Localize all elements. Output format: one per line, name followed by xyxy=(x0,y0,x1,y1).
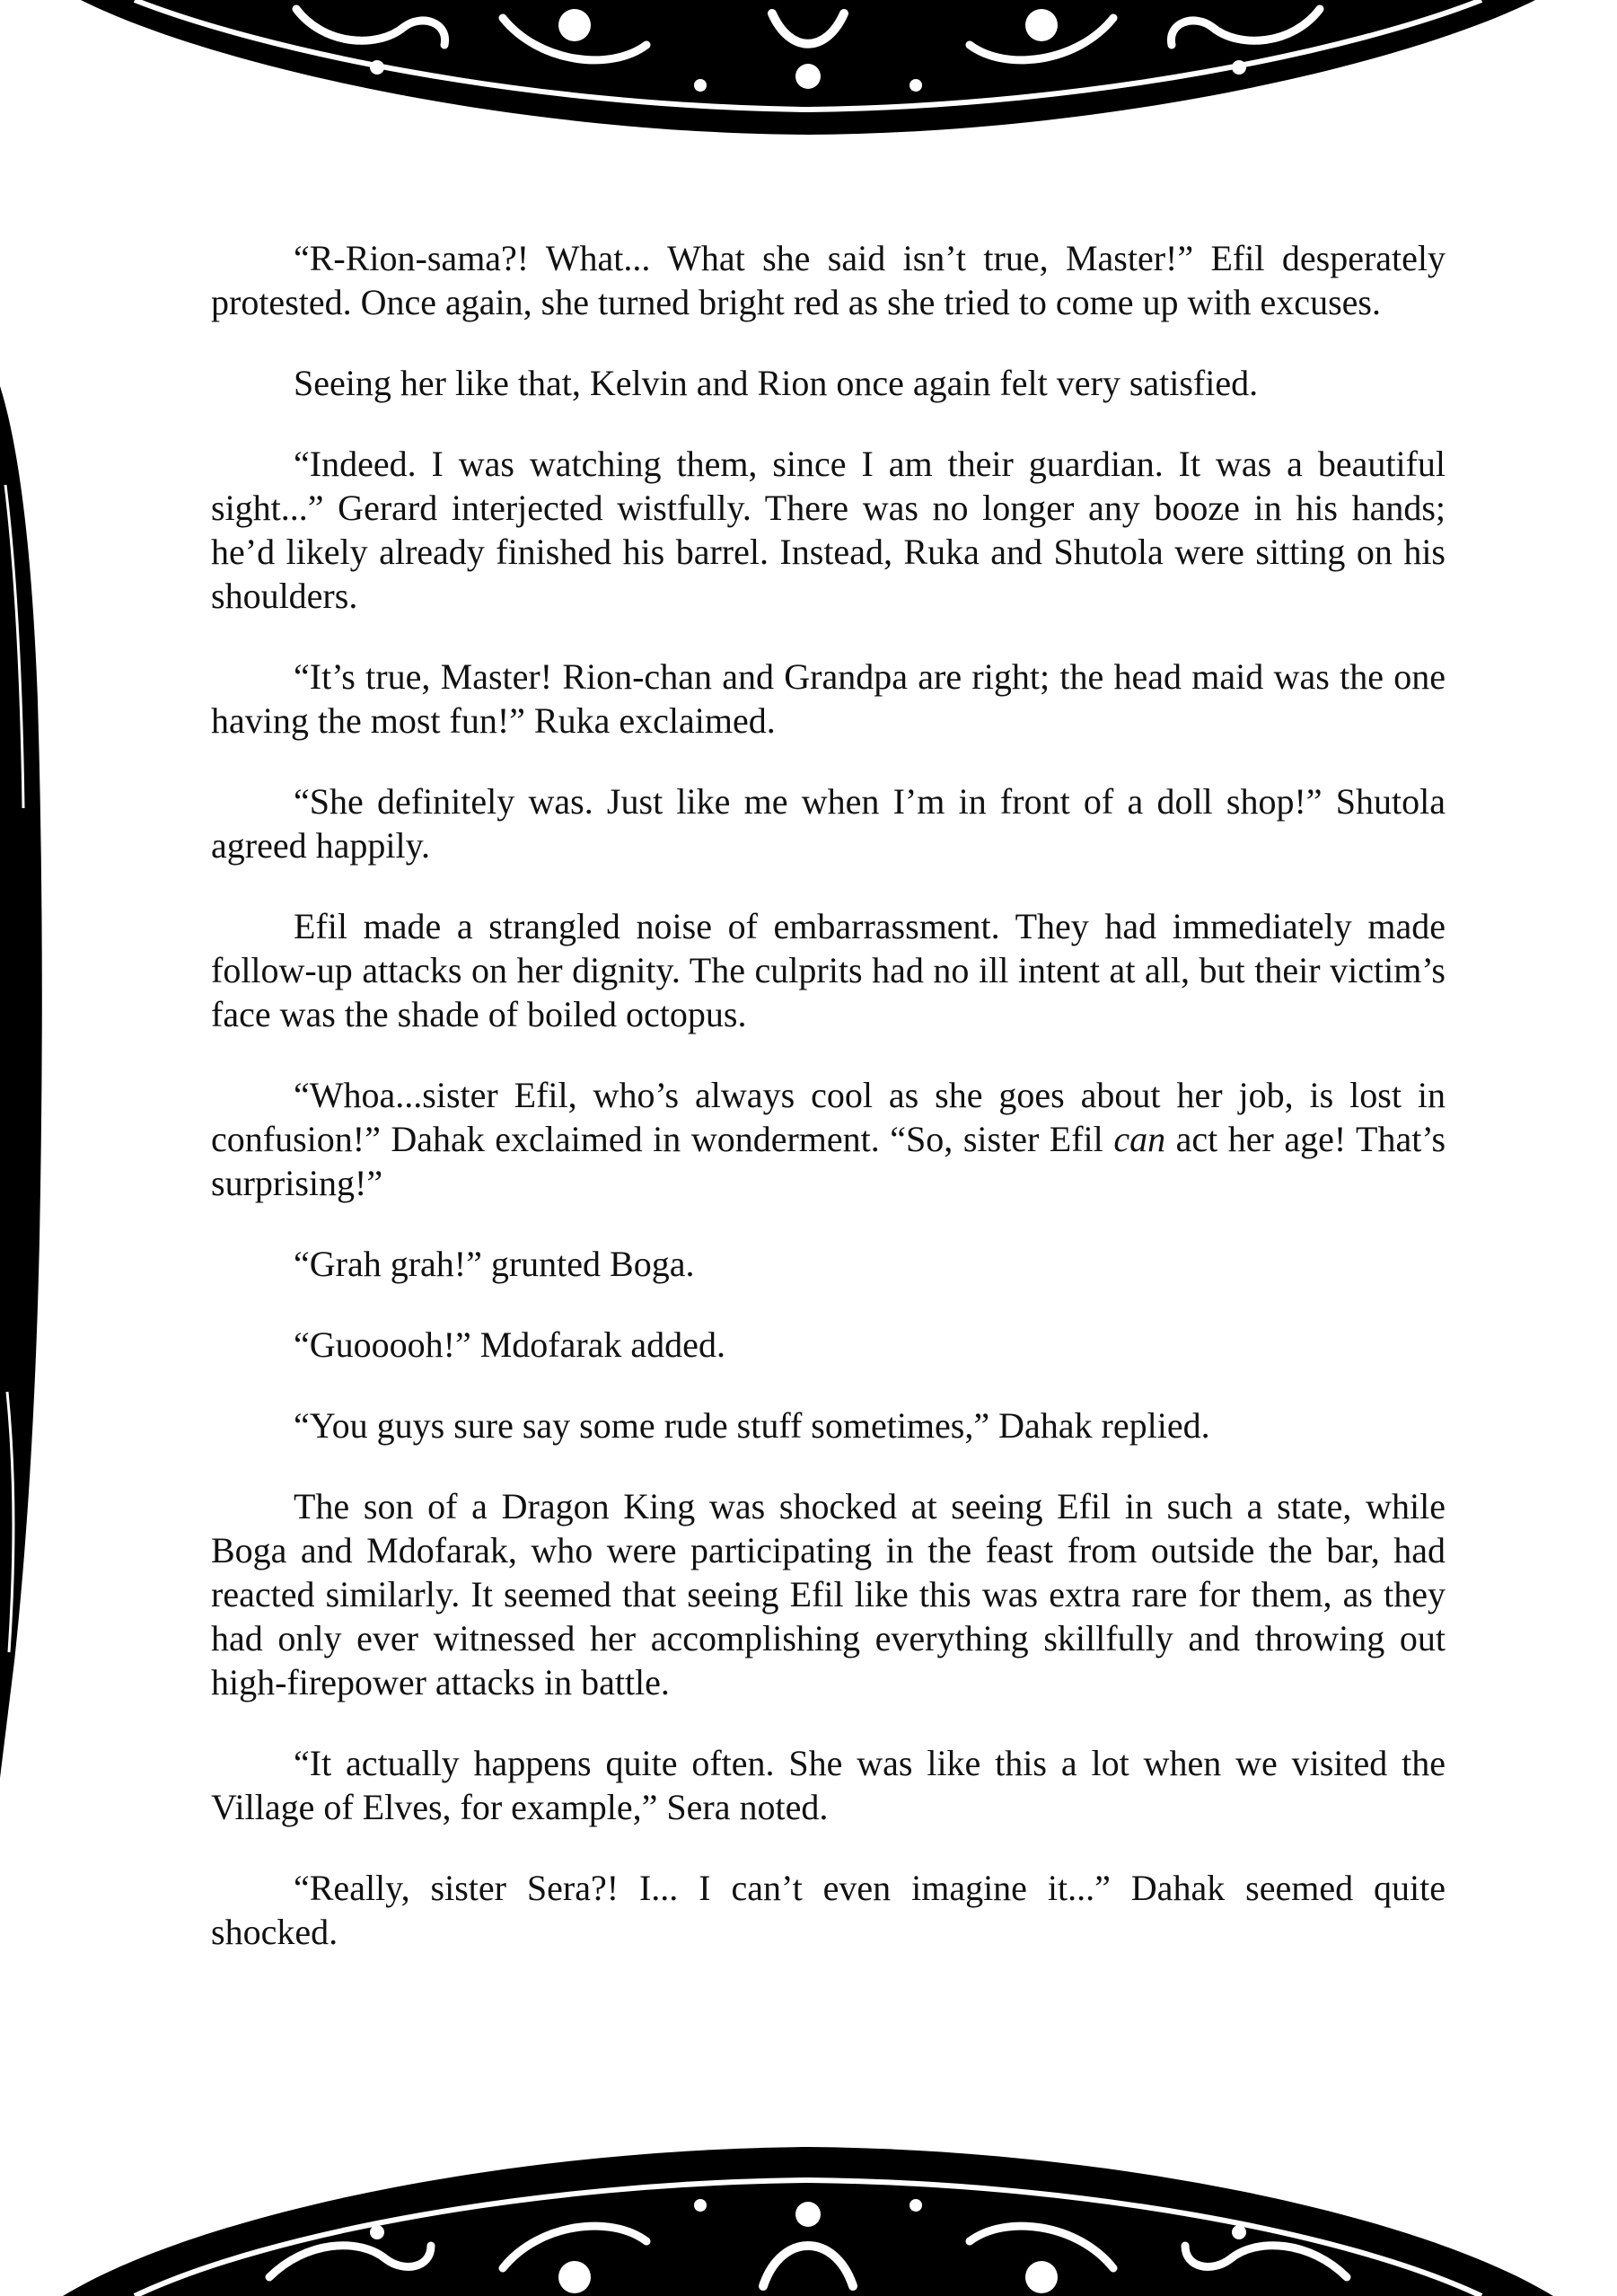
paragraph: The son of a Dragon King was shocked at seeing Efil in such a state, while Boga and Mdofarak, who were participating in the feast from outside the bar, had reacted similarly. It seemed that seeing Efil like this was extra rare for them, as they had only ever witnessed her accomplishing everything skillfully and throwing out high-firepower attacks in battle. xyxy=(211,1486,1446,1702)
paragraph: “It’s true, Master! Rion-chan and Grandpa are right; the head maid was the one having the most fun!” Ruka exclaimed. xyxy=(211,656,1446,741)
paragraph xyxy=(211,1073,1446,1205)
paragraph: Efil made a strangled noise of embarrassment. They had immediately made follow-up attacks on her dignity. The culprits had no ill intent at all, but their victim’s face was the shade of boiled octopus. xyxy=(211,906,1446,1034)
paragraph: “It actually happens quite often. She was like this a lot when we visited the Village of Elves, for example,” Sera noted. xyxy=(211,1743,1446,1827)
top-scroll-ornament xyxy=(0,0,1617,148)
paragraph: “Grah grah!” grunted Boga. xyxy=(294,1244,695,1284)
left-border-ornament xyxy=(0,0,54,2296)
paragraph: “Guooooh!” Mdofarak added. xyxy=(294,1324,725,1365)
paragraph: “R-Rion-sama?! What... What she said isn’t true, Master!” Efil desperately protested. Once again, she turned bright red as she tried to come up with excuses. xyxy=(211,238,1446,322)
body-text xyxy=(211,236,1446,1991)
emphasized-word: can xyxy=(1113,1119,1166,1159)
paragraph: “Really, sister Sera?! I... I can’t even imagine it...” Dahak seemed quite shocked. xyxy=(211,1868,1446,1952)
bottom-scroll-ornament xyxy=(0,2142,1617,2296)
paragraph-text: “Whoa...sister Efil, who’s always cool as she goes about her job, is lost in confusion!” Dahak exclaimed in wonderment. “So, sister Efil xyxy=(211,1075,1446,1159)
paragraph: “You guys sure say some rude stuff sometimes,” Dahak replied. xyxy=(294,1405,1210,1446)
paragraph: “Indeed. I was watching them, since I am their guardian. It was a beautiful sight...” Gerard interjected wistfully. There was no longer any booze in his hands; he’d likely already finished his barrel. Instead, Ruka and Shutola were sitting on his shoulders. xyxy=(211,444,1446,616)
paragraph-text: act her age! That’s surprising!” xyxy=(211,1119,1446,1203)
paragraph: “She definitely was. Just like me when I’m in front of a doll shop!” Shutola agreed happily. xyxy=(211,781,1446,866)
paragraph: Seeing her like that, Kelvin and Rion once again felt very satisfied. xyxy=(294,363,1259,403)
